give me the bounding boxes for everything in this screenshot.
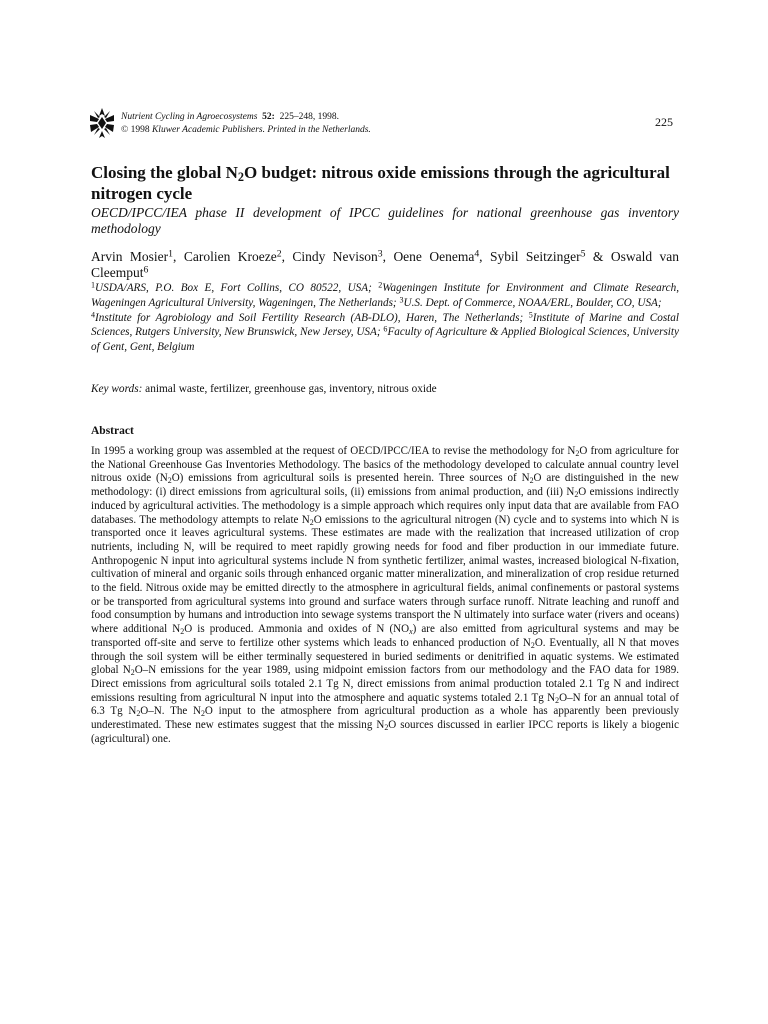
subscript: x [409, 627, 413, 637]
author-separator: , [173, 249, 184, 264]
author-separator: & [585, 249, 611, 264]
affiliation-text: Institute of Marine and Costal Sciences, Rutgers University, New Brunswick, New Jersey, USA; [91, 311, 679, 339]
journal-line-1 [121, 111, 371, 124]
author-name: Sybil Seitzinger [489, 249, 581, 264]
author-ref: 1 [168, 248, 174, 260]
article-title [91, 162, 681, 204]
publisher-logo-icon [89, 107, 115, 139]
affiliation-ref: 3 [399, 295, 404, 305]
abstract-heading: Abstract [91, 425, 134, 437]
abstract-text: O sources discussed in earlier IPCC reports is likely a biogenic (agricultural) one. [91, 719, 679, 745]
abstract-text: In 1995 a working group was assembled at the request of OECD/IPCC/IEA to revise the methodology for N [91, 445, 576, 457]
subscript: 2 [309, 517, 314, 527]
keywords-text: animal waste, fertilizer, greenhouse gas, inventory, nitrous oxide [142, 383, 437, 395]
abstract-body [91, 445, 679, 746]
author-ref: 3 [377, 248, 383, 260]
subscript: 2 [574, 490, 579, 500]
journal-name: Nutrient Cycling in Agroecosystems [121, 112, 258, 122]
subscript: 2 [384, 723, 389, 733]
abstract-text: O are distinguished in the new methodology: (i) direct emissions from agricultural soils, (ii) emissions from animal production, and (iii) N [91, 472, 679, 499]
affiliation-text: Institute for Agrobiology and Soil Fertility Research (AB-DLO), Haren, The Netherlands; [95, 311, 529, 324]
author-name: Cindy Nevison [292, 249, 378, 264]
abstract-text: O–N emissions for the year 1989, using midpoint emission factors from our methodology and the FAO data for 1989. Direct emissions from agricultural soils totaled 2.1 Tg N, direct emissions from animal production totaled 2.1 Tg N and indirect emissions resulting from agricultural N input into the atmosphere and aquatic systems totaled 2.1 Tg N [91, 664, 679, 704]
affiliation-ref: 4 [91, 309, 96, 319]
affiliation-ref: 5 [528, 309, 533, 319]
affiliation-list [91, 281, 679, 355]
author-name: Carolien Kroeze [183, 249, 277, 264]
abstract-text: O) emissions from agricultural soils is presented herein. Three sources of N [171, 472, 530, 485]
abstract-text: O–N for an annual total of 6.3 Tg N [91, 691, 679, 718]
journal-volume: 52: [262, 112, 275, 122]
abstract-text: O input to the atmosphere from agricultural production as a whole has apparently been previously underestimated. These new estimates suggest that the missing N [91, 705, 680, 732]
publisher-line: Kluwer Academic Publishers. Printed in the Netherlands. [151, 124, 371, 135]
article-subtitle: OECD/IPCC/IEA phase II development of IPCC guidelines for national greenhouse gas inventory methodology [91, 205, 679, 236]
affiliation-text: U.S. Dept. of Commerce, NOAA/ERL, Boulder, CO, USA; [403, 296, 662, 309]
subscript: 2 [167, 476, 172, 486]
author-separator: , [382, 249, 394, 264]
title-part-1: Closing the global N [91, 163, 238, 182]
author-ref: 5 [580, 248, 586, 260]
author-name: Oswald van Cleemput [91, 249, 679, 280]
copyright-year: 1998 [130, 124, 150, 135]
subscript: 2 [130, 668, 135, 678]
journal-line-2 [121, 124, 371, 137]
author-name: Arvin Mosier [91, 249, 169, 264]
affiliation-ref: 2 [378, 280, 383, 290]
affiliation-text: Wageningen Institute for Environment and Climate Research, Wageningen Agricultural University, Wageningen, The Netherlands; [91, 282, 679, 309]
keywords-label: Key words: [91, 383, 143, 395]
journal-citation [121, 111, 371, 136]
title-subscript: 2 [237, 170, 245, 185]
author-ref: 2 [276, 248, 282, 260]
abstract-text: O emissions to the agricultural nitrogen (N) cycle and to systems into which N is transported once it leaves agricultural systems. These estimates are made with the realization that increased utilization of crop nutrients, including N, will be required to meet rapidly growing needs for food and fiber production in our immediate future. Anthropogenic N input into agricultural systems include N from synthetic fertilizer, animal wastes, increased biological N-fixation, cultivation of mineral and organic soils through enhanced organic matter mineralization, and mineralization of crop residue returned to the field. Nitrous oxide may be emitted directly to the atmosphere in agricultural fields, animal confinements or pastoral systems or be transported from agricultural systems into ground and surface waters through surface runoff. Nitrate leaching and runoff and food consumption by humans and introduction into sewage systems transport the N ultimately into surface water (rivers and oceans) where additional N [91, 513, 679, 636]
subscript: 2 [529, 476, 534, 486]
page-number: 225 [655, 115, 673, 129]
affiliation-ref: 1 [91, 280, 96, 290]
subscript: 2 [555, 695, 560, 705]
copyright-symbol: © [121, 124, 129, 135]
abstract-text: O is produced. Ammonia and oxides of N (NO [184, 623, 410, 636]
author-list [91, 249, 679, 281]
author-separator: , [281, 249, 293, 264]
abstract-text: O–N. The N [140, 705, 201, 718]
abstract-text: ) are also emitted from agricultural systems and may be transported off-site and serve to fertilize other systems which leads to enhanced production of N [91, 623, 680, 649]
subscript: 2 [180, 627, 185, 637]
affiliation-text: Faculty of Agriculture & Applied Biological Sciences, University of Gent, Gent, Belgium [91, 326, 679, 354]
journal-pages-year: 225–248, 1998. [279, 112, 339, 122]
subscript: 2 [200, 709, 205, 719]
title-part-2: O budget: nitrous oxide emissions through the agricultural nitrogen cycle [91, 163, 670, 203]
author-separator: , [479, 249, 490, 264]
author-name: Oene Oenema [393, 249, 475, 264]
author-ref: 4 [474, 248, 480, 260]
affiliation-text: USDA/ARS, P.O. Box E, Fort Collins, CO 80522, USA; [95, 282, 379, 294]
subscript: 2 [575, 448, 580, 458]
abstract-text: O. Eventually, all N that moves through the soil system will be either terminally sequestered in buried sediments or denitrified in aquatic systems. We estimated global N [91, 636, 679, 677]
abstract-text: O emissions indirectly induced by agricultural activities. The methodology is a simple approach which requires only input data that are available from FAO databases. The methodology attempts to relate N [91, 486, 679, 526]
affiliation-ref: 6 [383, 324, 388, 334]
author-ref: 6 [143, 264, 149, 276]
keywords [91, 382, 679, 396]
subscript: 2 [136, 709, 141, 719]
subscript: 2 [530, 640, 535, 650]
abstract-text: O from agriculture for the National Greenhouse Gas Inventories Methodology. The basics of the methodology developed to calculate annual country level nitrous oxide (N [91, 445, 679, 485]
